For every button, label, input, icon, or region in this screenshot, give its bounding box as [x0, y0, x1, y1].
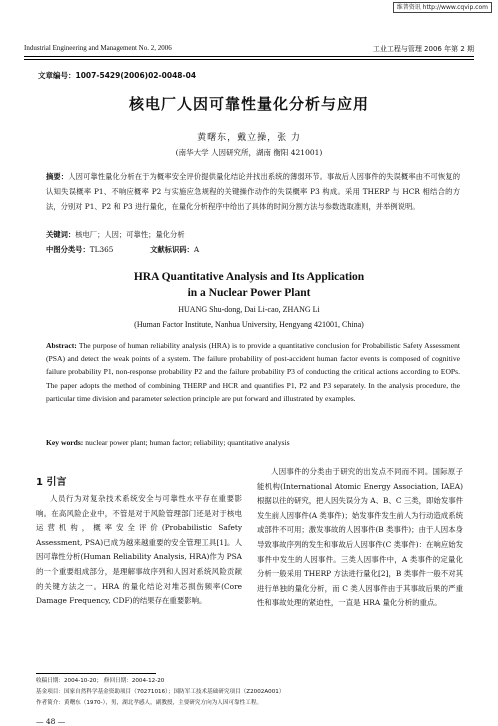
title-en: [0, 269, 498, 301]
page-number: — 48 —: [36, 717, 66, 726]
body-column-left: 人员行为对复杂技术系统安全与可靠性水平存在重要影响。在高风险企业中，不管是对于风险管理部门还是对于核电运营机构，概率安全评价(Probabilistic Safety Assessment, PSA)已成为越来越重要的安全管理工具[1]。人因可靠性分析(Human Reliability Analysis, HRA)作为 PSA 的一个重要组成部分，是理解事故序列和人因对系统风险贡献的关键方法之一。HRA 的量化结论对堆芯损伤频率(Core Damage Frequency, CDF)的结果存在重要影响。: [36, 494, 242, 606]
keywords-en: [46, 438, 290, 447]
affiliation-cn: (南华大学 人因研究所，湖南 衡阳 421001): [175, 148, 323, 157]
running-header-en: Industrial Engineering and Management No. 2, 2006: [24, 44, 172, 52]
abstract-en: [46, 339, 460, 405]
abstract-cn-text: 人因可靠性量化分析在于为概率安全评价提供量化结论并找出系统的薄弱环节。事故后人因事件的失误概率由不可恢复的认知失误概率 P1、不响应概率 P2 与实施应急规程的关键操作动作的失误概率 P3 构成。采用 THERP 与 HCR 相结合的方法，分别对 P1、P2 和 P3 进行量化，在量化分析程序中给出了具体的时间分割方法与参数选取准则，并举例说明。: [46, 172, 460, 212]
keywords-en-label: Key words:: [46, 438, 84, 447]
authors-cn: 黄曙东，戴立操，张 力: [197, 133, 301, 143]
footnote-fund: 基金项目：国家自然科学基金资助项目（70271016）；国防军工技术基础研究项目（Z2002A001）: [36, 689, 285, 695]
running-header-cn: 工业工程与管理 2006 年第 2 期: [372, 45, 474, 53]
section-heading-introduction: 1 引言: [36, 477, 67, 488]
keywords-cn-label: 关键词：: [46, 230, 76, 239]
footnote-received: 收稿日期：2004-10-20； 修回日期：2004-12-20: [36, 678, 165, 684]
clc-code: TL365: [89, 245, 114, 254]
title-cn: 核电厂人因可靠性量化分析与应用: [128, 95, 369, 113]
footnote-rule: [36, 673, 156, 674]
header-rule-thick: [24, 56, 474, 57]
doc-code: A: [193, 245, 200, 254]
header-rule-thin: [24, 59, 474, 60]
doc-code-label: 文献标识码：: [150, 245, 194, 254]
authors-en: HUANG Shu-dong, Dai Li-cao, ZHANG Li: [178, 305, 320, 314]
keywords-cn: [46, 230, 185, 240]
affiliation-en: (Human Factor Institute, Nanhua University, Hengyang 421001, China): [134, 320, 364, 329]
clc-label: 中图分类号：: [46, 245, 90, 254]
title-en-line-1: HRA Quantitative Analysis and Its Application: [133, 271, 365, 283]
keywords-en-text: nuclear power plant; human factor; reliability; quantitative analysis: [83, 438, 290, 447]
footnote-author: 作者简介：黄曙东（1970-），男，湖北孝感人，副教授，主要研究方向为人因可靠性工程。: [36, 700, 263, 706]
abstract-cn-label: 摘要：: [46, 172, 69, 181]
source-watermark: 维普资讯 http://www.cqvip.com: [393, 2, 492, 13]
keywords-cn-text: 核电厂；人因；可靠性；量化分析: [75, 230, 185, 239]
classification-line: [46, 245, 199, 255]
abstract-en-text: The purpose of human reliability analysis (HRA) is to provide a quantitative conclusion for Probabilistic Safety Assessment (PSA) and detect the weak points of a system. The failure probability of post-accident human factor events is composed of cognitive failure probability P1, non-response probability P2 and the failure probability P3 of conducting the critical actions according to EOPs. The paper adopts the method of combining THERP and HCR and quantifies P1, P2 and P3 separately. In the analysis procedure, the particular time division and parameter selection principle are put forward and illustrated by examples.: [46, 341, 460, 403]
article-number: 文章编号：1007-5429(2006)02-0048-04: [38, 71, 197, 80]
body-column-right: 人因事件的分类由于研究的出发点不同而不同。国际原子能机构(International Atomic Energy Association, IAEA)根据以往的研究，把人因失误分为 A、B、C 三类，即始发事件发生前人因事件(A 类事件)；始发事件发生前人为行动造成系统或部件不可用；激发事故的人因事件(B 类事件)；由于人因本身导致事故序列的发生和事故后人因事件(C 类事件)：在响应始发事件中发生的人因事件。三类人因事件中，A 类事件的定量化分析一般采用 THERP 方法进行量化[2]，B 类事件一般不对其进行单独的量化分析，而 C 类人因事件由于其事故后果的严重性和事故处理的紧迫性，一直是 HRA 量化分析的重点。: [257, 467, 463, 608]
title-en-line-2: in a Nuclear Power Plant: [187, 287, 311, 299]
abstract-en-label: Abstract:: [46, 341, 77, 350]
abstract-cn: [46, 169, 460, 215]
